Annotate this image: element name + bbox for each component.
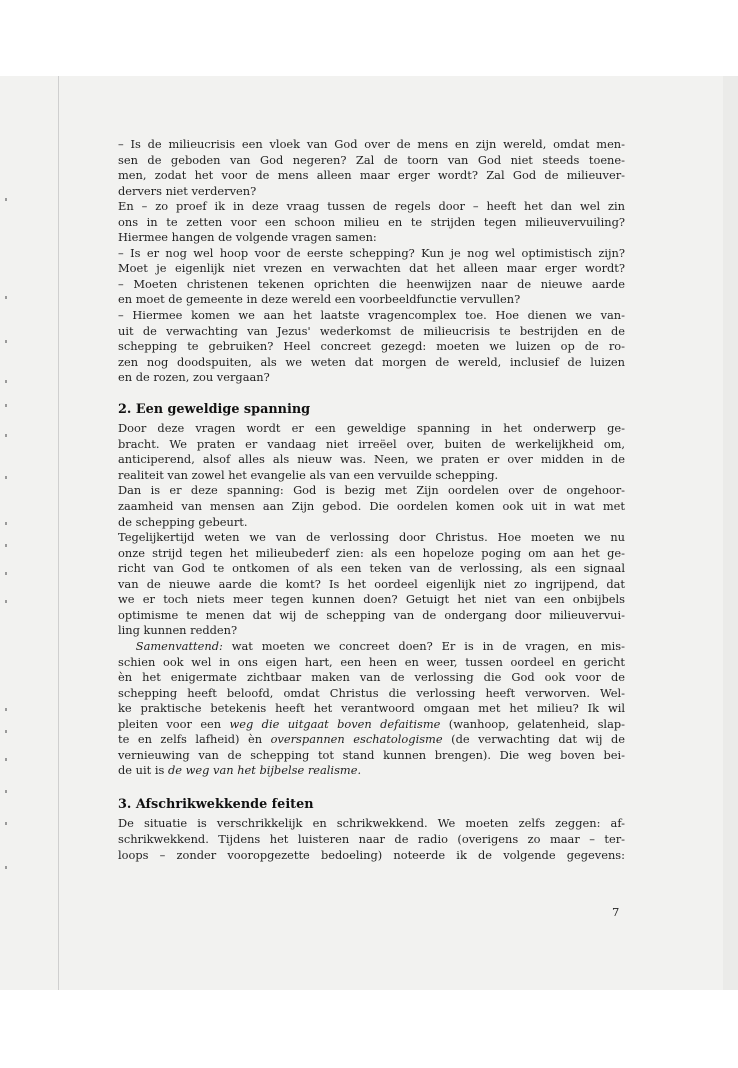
text-line: [118, 701, 625, 717]
text-span: (wanhoop, gelatenheid, slap-: [440, 716, 625, 731]
text-line: realiteit van zowel het evangelie als van een vervuilde schepping.: [118, 467, 499, 482]
text-line: optimisme te menen dat wij de schepping van de ondergang door milieuvervui-: [118, 607, 625, 622]
text-line: [118, 763, 625, 779]
text-line: men, zodat het voor de mens alleen maar erger wordt? Zal God de milieuver-: [118, 168, 625, 183]
text-line: Hiermee hangen de volgende vragen samen:: [118, 230, 377, 245]
text-line: [118, 655, 625, 671]
text-line: ons in te zetten voor een schoon milieu en te strijden tegen milieuvervuiling?: [118, 214, 625, 229]
text-line: van de nieuwe aarde die komt? Is het oordeel eigenlijk niet zo ingrijpend, dat: [118, 576, 625, 591]
text-line: we er toch niets meer tegen kunnen doen? Getuigt het niet van een onbijbels: [118, 592, 625, 607]
margin-mark: [5, 790, 7, 793]
text-line: onze strijd tegen het milieubederf zien: als een hopeloze poging om aan het ge-: [118, 545, 625, 560]
text-line: uit de verwachting van Jezus' wederkomst de milieucrisis te bestrijden en de: [118, 323, 625, 338]
text-span: (de verwachting dat wij de: [442, 732, 625, 747]
text-line: Moet je eigenlijk niet vrezen en verwachten dat het alleen maar erger wordt?: [118, 261, 625, 276]
section-3-heading: 3. Afschrikwekkende feiten: [118, 796, 314, 812]
margin-mark: [5, 544, 7, 547]
text-span: èn het enigermate zichtbaar maken van de verlossing die God ook voor de: [118, 670, 625, 685]
text-line: bracht. We praten er vandaag niet irreëel over, buiten de werkelijkheid om,: [118, 436, 625, 451]
page-left-edge: [58, 76, 59, 990]
margin-mark: [5, 522, 7, 525]
text-line: dervers niet verderven?: [118, 183, 257, 198]
text-span: vernieuwing van de schepping tot stand kunnen brengen). Die weg boven bei-: [118, 747, 625, 762]
text-span: schepping heeft beloofd, omdat Christus die verlossing heeft verworven. Wel-: [118, 685, 625, 700]
text-span: [118, 639, 136, 653]
text-line: ling kunnen redden?: [118, 623, 238, 638]
margin-mark: [5, 572, 7, 575]
margin-mark: [5, 708, 7, 711]
text-line: zen nog doodspuiten, als we weten dat morgen de wereld, inclusief de luizen: [118, 354, 625, 369]
italic-phrase: Samenvattend:: [135, 638, 223, 653]
text-span: te en zelfs lafheid) èn: [118, 732, 271, 747]
text-line: De situatie is verschrikkelijk en schrikwekkend. We moeten zelfs zeggen: af-: [118, 816, 625, 831]
margin-mark: [5, 296, 7, 299]
text-line: En – zo proef ik in deze vraag tussen de regels door – heeft het dan wel zin: [118, 199, 625, 214]
italic-phrase: weg die uitgaat boven defaitisme: [229, 716, 441, 731]
text-line: anticiperend, alsof alles als nieuw was. Neen, we praten er over midden in de: [118, 452, 625, 467]
text-span: schien ook wel in ons eigen hart, een heen en weer, tussen oordeel en gericht: [118, 654, 625, 669]
page-body-text: [118, 137, 625, 863]
page-right-edge: [723, 76, 738, 990]
margin-mark: [5, 434, 7, 437]
text-line: [118, 748, 625, 764]
text-line: richt van God te ontkomen of als een teken van de verlossing, als een signaal: [118, 561, 625, 576]
italic-phrase: de weg van het bijbelse realisme.: [167, 763, 362, 778]
section-2-heading: 2. Een geweldige spanning: [118, 401, 311, 417]
margin-mark: [5, 822, 7, 825]
text-line: [118, 639, 625, 655]
margin-mark: [5, 476, 7, 479]
section-2-body: [118, 421, 625, 639]
text-line: [118, 732, 625, 748]
italic-phrase: overspannen eschatologisme: [270, 732, 443, 747]
margin-mark: [5, 730, 7, 733]
text-span: wat moeten we concreet doen? Er is in de vragen, en mis-: [222, 638, 625, 653]
text-line: sen de geboden van God negeren? Zal de toorn van God niet steeds toene-: [118, 152, 625, 167]
page-number: 7: [612, 905, 620, 919]
section-2-summary: [118, 639, 625, 779]
margin-mark: [5, 380, 7, 383]
section-3-body: [118, 816, 625, 863]
margin-mark: [5, 404, 7, 407]
text-line: en de rozen, zou vergaan?: [118, 370, 270, 385]
text-line: Dan is er deze spanning: God is bezig met Zijn oordelen over de ongehoor-: [118, 483, 625, 498]
text-line: [118, 686, 625, 702]
text-line: loops – zonder vooropgezette bedoeling) noteerde ik de volgende gegevens:: [118, 847, 625, 862]
margin-mark: [5, 340, 7, 343]
text-line: – Moeten christenen tekenen oprichten die heenwijzen naar de nieuwe aarde: [118, 276, 625, 291]
margin-mark: [5, 866, 7, 869]
text-span: ke praktische betekenis heeft het verantwoord omgaan met het milieu? Ik wil: [118, 701, 625, 716]
text-line: – Is de milieucrisis een vloek van God over de mens en zijn wereld, omdat men-: [118, 137, 625, 151]
text-line: zaamheid van mensen aan Zijn gebod. Die oordelen komen ook uit in wat met: [118, 499, 625, 514]
margin-mark: [5, 198, 7, 201]
text-line: – Is er nog wel hoop voor de eerste schepping? Kun je nog wel optimistisch zijn?: [118, 245, 625, 260]
text-line: en moet de gemeente in deze wereld een voorbeeldfunctie vervullen?: [118, 292, 521, 307]
text-line: [118, 670, 625, 686]
text-line: schepping te gebruiken? Heel concreet gezegd: moeten we luizen op de ro-: [118, 339, 625, 354]
text-line: Tegelijkertijd weten we van de verlossing door Christus. Hoe moeten we nu: [118, 530, 625, 545]
intro-questions: [118, 137, 625, 386]
text-line: schrikwekkend. Tijdens het luisteren naar de radio (overigens zo maar – ter-: [118, 831, 625, 846]
text-line: – Hiermee komen we aan het laatste vragencomplex toe. Hoe dienen we van-: [118, 308, 625, 323]
text-span: de uit is: [118, 763, 168, 778]
margin-mark: [5, 758, 7, 761]
text-line: Door deze vragen wordt er een geweldige spanning in het onderwerp ge-: [118, 421, 625, 436]
text-line: de schepping gebeurt.: [118, 514, 248, 529]
text-span: pleiten voor een: [118, 716, 230, 731]
text-line: [118, 717, 625, 733]
margin-mark: [5, 600, 7, 603]
